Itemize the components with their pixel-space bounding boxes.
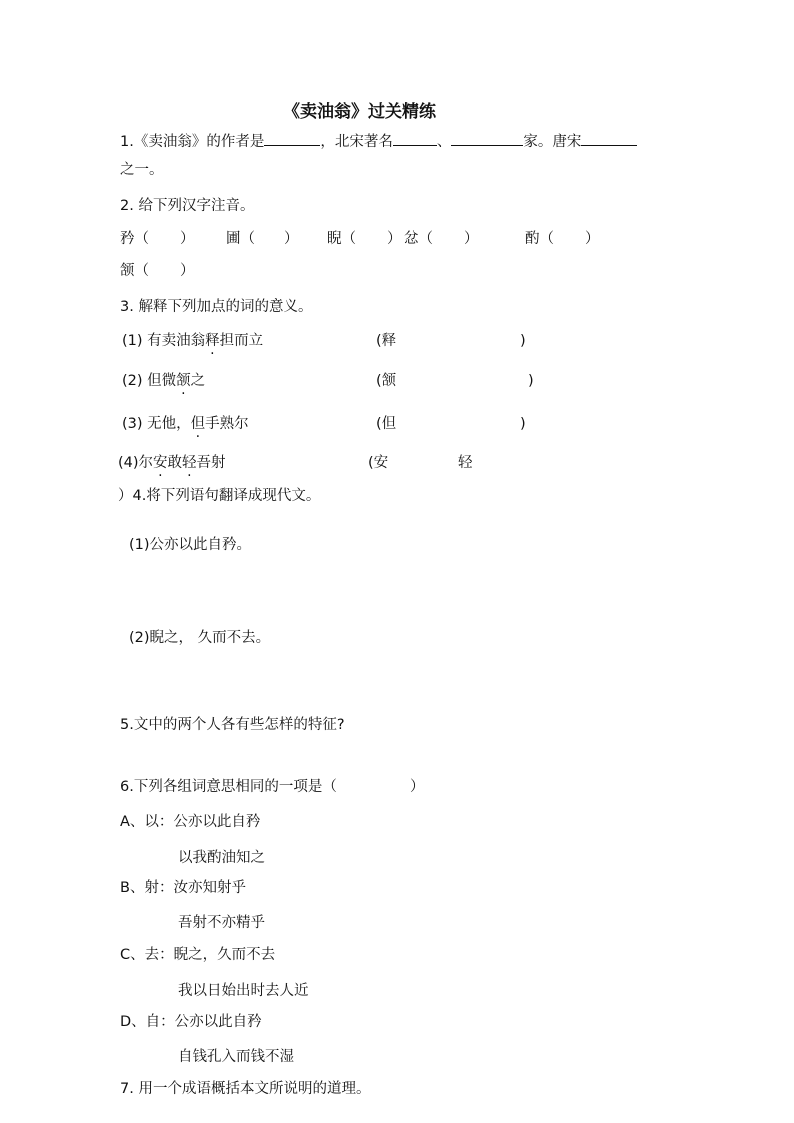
q2-close-4: ） [464, 231, 479, 247]
question-6: 6.下列各组词意思相同的一项是（ [120, 779, 337, 795]
q1-blank-group[interactable] [581, 131, 637, 146]
q6-option-a-2: 以我酌油知之 [178, 850, 265, 866]
q3-item-3-paren: (但 [376, 416, 397, 432]
question-4: ）4.将下列语句翻译成现代文。 [118, 488, 321, 504]
q6-option-b: B、射：汝亦知射乎 [120, 880, 246, 896]
q2-close-2: ） [284, 231, 299, 247]
q4-sentence-1: (1)公亦以此自矜。 [129, 537, 252, 553]
q3-item-1-paren: (释 [376, 333, 397, 349]
q1-blank-role-1[interactable] [393, 131, 437, 146]
q6-option-a: A、以：公亦以此自矜 [120, 814, 261, 830]
q3-item-2-close: ) [528, 373, 534, 389]
q2-char-ni: 睨（ [327, 231, 356, 247]
q3-item-4-paren-1: (安 [368, 455, 389, 471]
q6-option-b-2: 吾射不亦精乎 [178, 915, 265, 931]
q2-close-1: ） [180, 231, 195, 247]
q1-text-e: 之一。 [120, 162, 164, 178]
q3-item-3-post: 手熟尔 [205, 416, 249, 432]
q3-item-1 [122, 332, 263, 350]
q6-option-c-2: 我以日始出时去人近 [178, 983, 309, 999]
q3-item-2-pre: (2) 但微 [122, 373, 177, 389]
q3-item-2-post: 之 [190, 373, 206, 389]
q3-item-4-paren-2: 轻 [458, 455, 473, 471]
q3-item-4-mid: 敢 [167, 455, 183, 471]
q1-text-d: 家。唐宋 [523, 134, 582, 150]
q2-close-3: ） [387, 231, 402, 247]
q3-item-3-pre: (3) 无他， [122, 416, 191, 432]
q1-blank-author[interactable] [264, 131, 320, 146]
q3-item-4-dot-word-1: 安 [153, 455, 168, 471]
q1-text-a: 1.《卖油翁》的作者是 [120, 134, 265, 150]
q3-item-3 [122, 415, 249, 433]
q6-option-d: D、自：公亦以此自矜 [120, 1014, 262, 1030]
q2-char-jin: 矜（ [120, 231, 149, 247]
q3-item-3-dot-word: 但 [190, 416, 206, 432]
page-title: 《卖油翁》过关精练 [283, 102, 436, 122]
question-1-line-1 [120, 131, 637, 151]
q2-char-pu: 圃（ [226, 231, 255, 247]
q1-text-c: 、 [436, 134, 452, 150]
q3-item-2-paren: (颔 [376, 373, 397, 389]
q2-close-6: ） [180, 263, 195, 279]
q3-item-4 [118, 454, 226, 472]
q3-item-4-post: 吾射 [196, 455, 226, 471]
q2-char-zhuo: 酌（ [525, 231, 554, 247]
q3-item-1-pre: (1) 有卖油翁 [122, 333, 206, 349]
q3-item-4-pre: (4)尔 [118, 455, 154, 471]
q3-item-1-close: ) [520, 333, 526, 349]
question-7: 7. 用一个成语概括本文所说明的道理。 [120, 1081, 371, 1097]
q3-item-1-dot-word: 释 [205, 333, 220, 349]
question-5: 5.文中的两个人各有些怎样的特征? [120, 717, 345, 733]
q2-char-han: 颔（ [120, 263, 149, 279]
q2-close-5: ） [585, 231, 600, 247]
q3-item-1-post: 担而立 [219, 333, 264, 349]
q3-item-2-dot-word: 颔 [176, 373, 191, 389]
question-2: 2. 给下列汉字注音。 [120, 198, 255, 214]
q1-text-b: ，北宋著名 [320, 134, 393, 150]
q2-char-fen: 忿（ [404, 231, 433, 247]
question-3: 3. 解释下列加点的词的意义。 [120, 299, 313, 315]
q6-option-d-2: 自钱孔入而钱不湿 [178, 1049, 294, 1065]
q3-item-2 [122, 372, 205, 390]
q3-item-3-close: ) [520, 416, 526, 432]
q1-blank-role-2[interactable] [451, 131, 523, 146]
q3-item-4-dot-word-2: 轻 [182, 455, 197, 471]
q6-option-c: C、去：睨之，久而不去 [120, 947, 276, 963]
q4-sentence-2: (2)睨之， 久而不去。 [129, 630, 271, 646]
q6-close-paren: ） [410, 779, 425, 795]
